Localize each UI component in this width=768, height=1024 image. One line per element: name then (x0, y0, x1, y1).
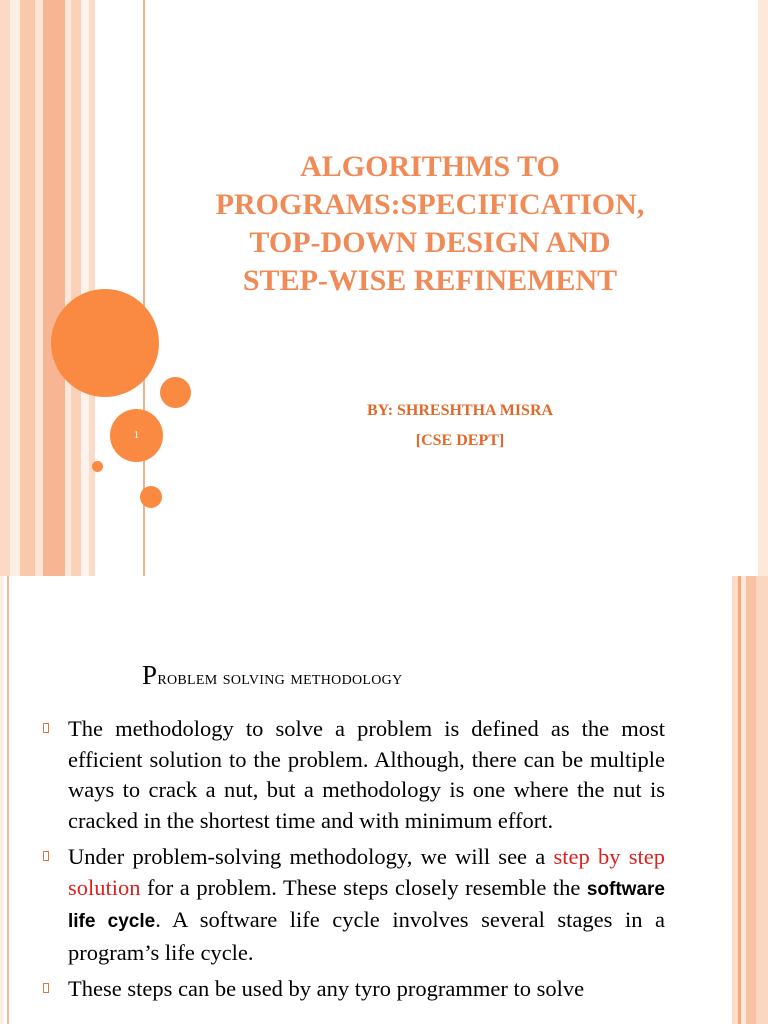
list-item (40, 842, 665, 968)
title-line: STEP-WISE REFINEMENT (242, 264, 618, 297)
decor-band (71, 0, 81, 576)
author-block (260, 396, 660, 456)
highlight-text: step by step solution (68, 844, 665, 900)
decor-band (756, 576, 768, 1024)
list-item (40, 974, 665, 1005)
title-line: ALGORITHMS TO (300, 150, 560, 183)
decor-band (89, 0, 95, 576)
page-number: 1 (133, 429, 140, 441)
slide-title (180, 148, 680, 300)
list-item (40, 714, 665, 836)
text-run: for a problem. These steps closely resemble the (140, 874, 587, 900)
author-department: [CSE DEPT] (415, 432, 505, 449)
text-run: . A software life cycle involves several stages in a program’s life cycle. (68, 907, 665, 965)
decor-band (81, 0, 89, 576)
text-run: Under problem-solving methodology, we will see a (68, 844, 554, 869)
author-name: BY: SHRESHTHA MISRA (366, 402, 554, 419)
title-line: PROGRAMS:SPECIFICATION, (215, 188, 645, 221)
bullet-text (68, 842, 665, 968)
decor-band (35, 0, 43, 576)
heading-initial: P (142, 660, 158, 690)
bullet-icon (43, 983, 49, 993)
bullet-list (40, 714, 665, 1011)
decor-circle (160, 377, 191, 408)
bullet-text: The methodology to solve a problem is defined as the most efficient solution to the problem. Although, there can be multiple ways to crack a nut, but a methodology is one where the nut is cracked in the shortest time and with minimum effort. (68, 716, 665, 833)
decor-band (746, 576, 756, 1024)
decor-band (0, 576, 4, 1024)
heading-rest: roblem solving methodology (157, 667, 403, 689)
decor-circle (140, 486, 162, 508)
slide-heading (142, 660, 403, 691)
decor-circle-small (92, 461, 103, 472)
decor-band (43, 0, 65, 576)
decor-band (10, 0, 20, 576)
bold-term: software life cycle (68, 878, 665, 932)
decor-band (20, 0, 35, 576)
bullet-text: These steps can be used by any tyro programmer to solve (68, 976, 585, 1001)
title-line: TOP-DOWN DESIGN AND (249, 226, 611, 259)
content-slide (0, 576, 768, 1024)
decor-circle-large (51, 289, 159, 397)
decor-line (7, 576, 9, 1024)
bullet-icon (43, 851, 49, 861)
decor-band (758, 0, 768, 576)
bullet-icon (43, 723, 49, 733)
decor-band (0, 0, 10, 576)
